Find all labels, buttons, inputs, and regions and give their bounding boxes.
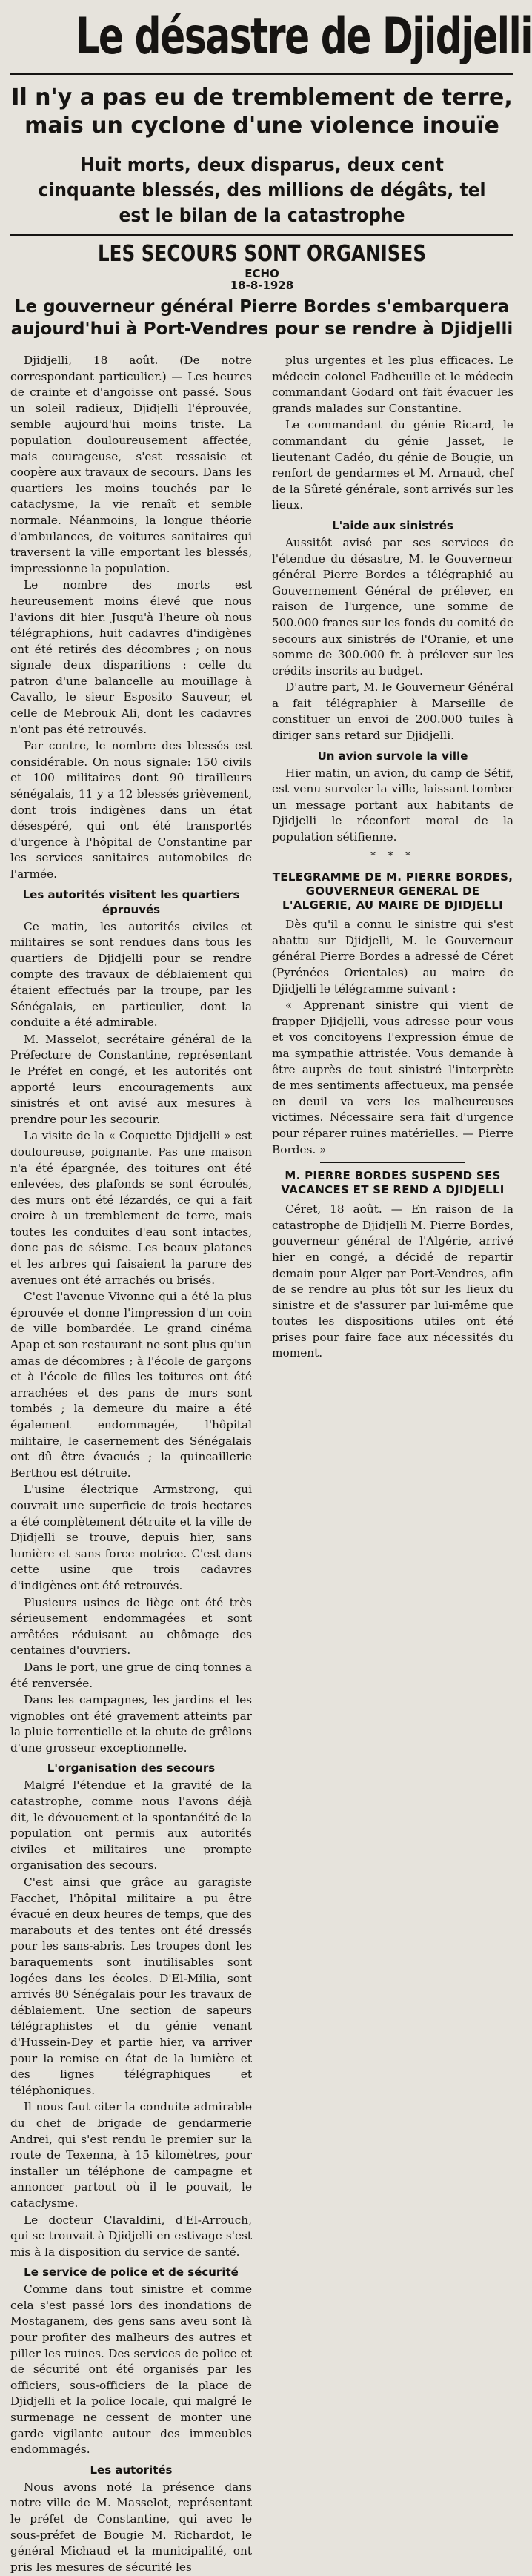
paragraph: Céret, 18 août. — En raison de la catastrophe de Djidjelli M. Pierre Bordes, gouverneur général de l'Algérie, arrivé hier en congé, a décidé de repartir demain pour Alger par Port-Vendres, afin de se rendre au plus tôt sur les lieux du sinistre et de s'assurer par lui-même que toutes les dispositions utiles ont été prises pour faire face aux nécessités du moment. xyxy=(272,1202,513,1360)
section-headline: LES SECOURS SONT ORGANISES xyxy=(97,241,427,267)
headline: Le désastre de Djidjelli xyxy=(76,7,532,66)
paragraph: Par contre, le nombre des blessés est considérable. On nous signale: 150 civils et 100 militaires dont 90 tirailleurs sénégalais, 11 y a 12 blessés grièvement, dont trois indigènes dans un état désespéré, qui ont été transportés d'urgence à l'hôpital de Constantine par les services sanitaires automobiles de l'armée. xyxy=(10,739,252,881)
paragraph: Nous avons noté la présence dans notre ville de M. Masselot, représentant le préfet de Constantine, qui avec le sous-préfet de Bougie M. Richardot, le général Michaud et la municipalité, ont pris les mesures de sécurité les xyxy=(10,2480,252,2574)
paragraph: Le commandant du génie Ricard, le commandant du génie Jasset, le lieutenant Cadéo, du génie de Bougie, un renfort de gendarmes et M. Arnaud, chef de la Sûreté générale, sont arrivés sur les lieux. xyxy=(272,418,513,512)
headline-rule xyxy=(10,73,513,75)
paragraph: C'est l'avenue Vivonne qui a été la plus éprouvée et donne l'impression d'un coin de ville bombardée. Le grand cinéma Apap et son restaurant ne sont plus qu'un amas de décombres ; à l'école de garçons et à l'école de filles les toitures ont été arrachées et des pans de murs sont tombés ; la demeure du maire a été également endommagée, l'hôpital militaire, le casernement des Sénégalais ont dû être évacués ; la quincaillerie Berthou est détruite. xyxy=(10,1290,252,1480)
separator-stars: * * * xyxy=(370,850,415,862)
subheading: L'aide aux sinistrés xyxy=(332,518,453,532)
deck-rule xyxy=(10,234,513,236)
paragraph: Aussitôt avisé par ses services de l'étendue du désastre, M. le Gouverneur général Pierre Bordes a télégraphié au Gouvernement Général de prélever, en raison de l'urgence, une somme de 500.000 francs sur les fonds du comité de secours aux sinistrés de l'Oranie, et une somme de 300.000 fr. à prélever sur les crédits inscrits au budget. xyxy=(272,535,513,678)
date-stamp: 18-8-1928 xyxy=(230,279,294,292)
right-column xyxy=(272,353,513,2576)
paragraph: plus urgentes et les plus efficaces. Le médecin colonel Fadheuille et le médecin commandant Godard ont fait évacuer les grands malades sur Constantine. xyxy=(272,354,513,415)
paragraph: M. Masselot, secrétaire général de la Préfecture de Constantine, représentant le Préfet en congé, et les autorités ont apporté leurs encouragements aux sinistrés et ont avisé aux mesures à prendre pour les secourir. xyxy=(10,1032,252,1126)
subheading: L'organisation des secours xyxy=(47,1761,216,1775)
deck: Huit morts, deux disparus, deux cent cinquante blessés, des millions de dégâts, tel est le bilan de la catastrophe xyxy=(38,154,486,227)
subheading: Le service de police et de sécurité xyxy=(24,2265,239,2279)
paragraph: La visite de la « Coquette Djidjelli » est douloureuse, poignante. Pas une maison n'a été épargnée, des toitures ont été enlevées, des plafonds se sont écroulés, des murs ont été lézardés, ce qui a fait croire à un tremblement de terre, mais toutes les conduites d'eau sont intactes, donc pas de séisme. Les beaux platanes et les arbres qui faisaient la parure des avenues ont été arrachés ou brisés. xyxy=(10,1129,252,1287)
paragraph: Dès qu'il a connu le sinistre qui s'est abattu sur Djidjelli, M. le Gouverneur général Pierre Bordes a adressé de Céret (Pyrénées Orientales) au maire de Djidjelli le télégramme suivant : xyxy=(272,918,513,996)
article-columns xyxy=(10,348,513,2576)
paragraph: Comme dans tout sinistre et comme cela s'est passé lors des inondations de Mostaganem, des gens sans aveu sont là pour profiter des malheurs des autres et piller les ruines. Des services de police et de sécurité ont été organisés par les officiers, sous-officiers de la place de Djidjelli et la police locale, qui malgré le surmenage ne cessent de monter une garde vigilante autour des immeubles endommagés. xyxy=(10,2282,252,2457)
paragraph: Dans les campagnes, les jardins et les vignobles ont été gravement atteints par la pluie torrentielle et la chute de grêlons d'une grosseur exceptionnelle. xyxy=(10,1693,252,1755)
paragraph: Djidjelli, 18 août. (De notre correspondant particulier.) — Les heures de crainte et d'angoisse ont passé. Sous un soleil radieux, Djidjelli l'éprouvée, semble aujourd'hui moins triste. La population douloureusement affectée, mais courageuse, s'est ressaisie et coopère aux travaux de secours. Dans les quartiers les moins touchés par le cataclysme, la vie renaît et semble normale. Néanmoins, la longue théorie d'ambulances, de voitures sanitaires qui traversent la ville emportant les blessés, impressionne la population. xyxy=(10,354,252,575)
paragraph: Il nous faut citer la conduite admirable du chef de brigade de gendarmerie Andrei, qui s'est rendu le premier sur la route de Texenna, à 15 kilomètres, pour installer un téléphone de campagne et annoncer partout où il le pouvait, le cataclysme. xyxy=(10,2100,252,2210)
paragraph: Ce matin, les autorités civiles et militaires se sont rendues dans tous les quartiers de Djidjelli pour se rendre compte des travaux de déblaiement qui étaient effectués par la troupe, par les Sénégalais, en particulier, dont la conduite a été admirable. xyxy=(10,919,252,1030)
paragraph: Le nombre des morts est heureusement moins élevé que nous l'avions dit hier. Jusqu'à l'heure où nous télégraphions, huit cadavres d'indigènes ont été retirés des décombres ; on nous signale deux disparitions : celle du patron d'une balancelle au mouillage à Cavallo, le sieur Esposito Sauveur, et celle de Mebrouk Ali, dont les cadavres n'ont pas été retrouvés. xyxy=(10,578,252,736)
paragraph: « Apprenant sinistre qui vient de frapper Djidjelli, vous adresse pour vous et vos concitoyens l'expression émue de ma sympathie attristée. Vous demande à être auprès de tout sinistré l'interprète de mes sentiments affectueux, ma pensée en deuil va vers les malheureuses victimes. Nécessaire sera fait d'urgence pour réparer ruines matérielles. — Pierre Bordes. » xyxy=(272,999,513,1156)
paragraph: Le docteur Clavaldini, d'El-Arrouch, qui se trouvait à Djidjelli en estivage s'est mis à la disposition du service de santé. xyxy=(10,2213,252,2259)
subheading: Un avion survole la ville xyxy=(317,749,468,763)
subheadline: Il n'y a pas eu de tremblement de terre, mais un cyclone d'une violence inouïe xyxy=(11,85,513,139)
paragraph: Malgré l'étendue et la gravité de la catastrophe, comme nous l'avons déjà dit, le dévouement et la spontanéité de la population ont permis aux autorités civiles et militaires une prompte organisation des secours. xyxy=(10,1778,252,1873)
echo-label: ECHO xyxy=(245,267,279,280)
paragraph: L'usine électrique Armstrong, qui couvrait une superficie de trois hectares a été complètement détruite et la ville de Djidjelli se trouve, depuis hier, sans lumière et sans force motrice. C'est dans cette usine que trois cadavres d'indigènes ont été retrouvés. xyxy=(10,1483,252,1592)
subheading: Les autorités visitent les quartiers éprouvés xyxy=(22,887,240,916)
paragraph: Plusieurs usines de liège ont été très sérieusement endommagées et sont arrêtées réduisant au chômage des centaines d'ouvriers. xyxy=(10,1595,252,1658)
subheading: Les autorités xyxy=(90,2463,173,2477)
paragraph: Dans le port, une grue de cinq tonnes a été renversée. xyxy=(10,1660,252,1690)
paragraph: D'autre part, M. le Gouverneur Général a fait télégraphier à Marseille de constituer un envoi de 200.000 tuiles à diriger sans retard sur Djidjelli. xyxy=(272,681,513,743)
left-column xyxy=(10,353,252,2576)
paragraph: Hier matin, un avion, du camp de Sétif, est venu survoler la ville, laissant tomber un message portant aux habitants de Djidjelli le réconfort moral de la population sétifienne. xyxy=(272,766,513,844)
telegram-title: TELEGRAMME DE M. PIERRE BORDES, GOUVERNEUR GENERAL DE L'ALGERIE, AU MAIRE DE DJIDJELLI xyxy=(272,870,513,913)
departure-title: M. PIERRE BORDES SUSPEND SES VACANCES ET SE REND A DJIDJELLI xyxy=(281,1169,505,1197)
kicker: Le gouverneur général Pierre Bordes s'embarquera aujourd'hui à Port-Vendres pour se rendre à Djidjelli xyxy=(10,297,513,339)
divider xyxy=(320,1162,465,1163)
paragraph: C'est ainsi que grâce au garagiste Facchet, l'hôpital militaire a pu être évacué en deux heures de temps, que des marabouts et des tentes ont été dressés pour les sans-abris. Les troupes dont les baraquements sont inutilisables sont logées dans les écoles. D'El-Milia, sont arrivés 80 Sénégalais pour les travaux de déblaiement. Une section de sapeurs télégraphistes et du génie venant d'Hussein-Dey et partie hier, va arriver pour la remise en état de la lumière et des lignes télégraphiques et téléphoniques. xyxy=(10,1875,252,2097)
